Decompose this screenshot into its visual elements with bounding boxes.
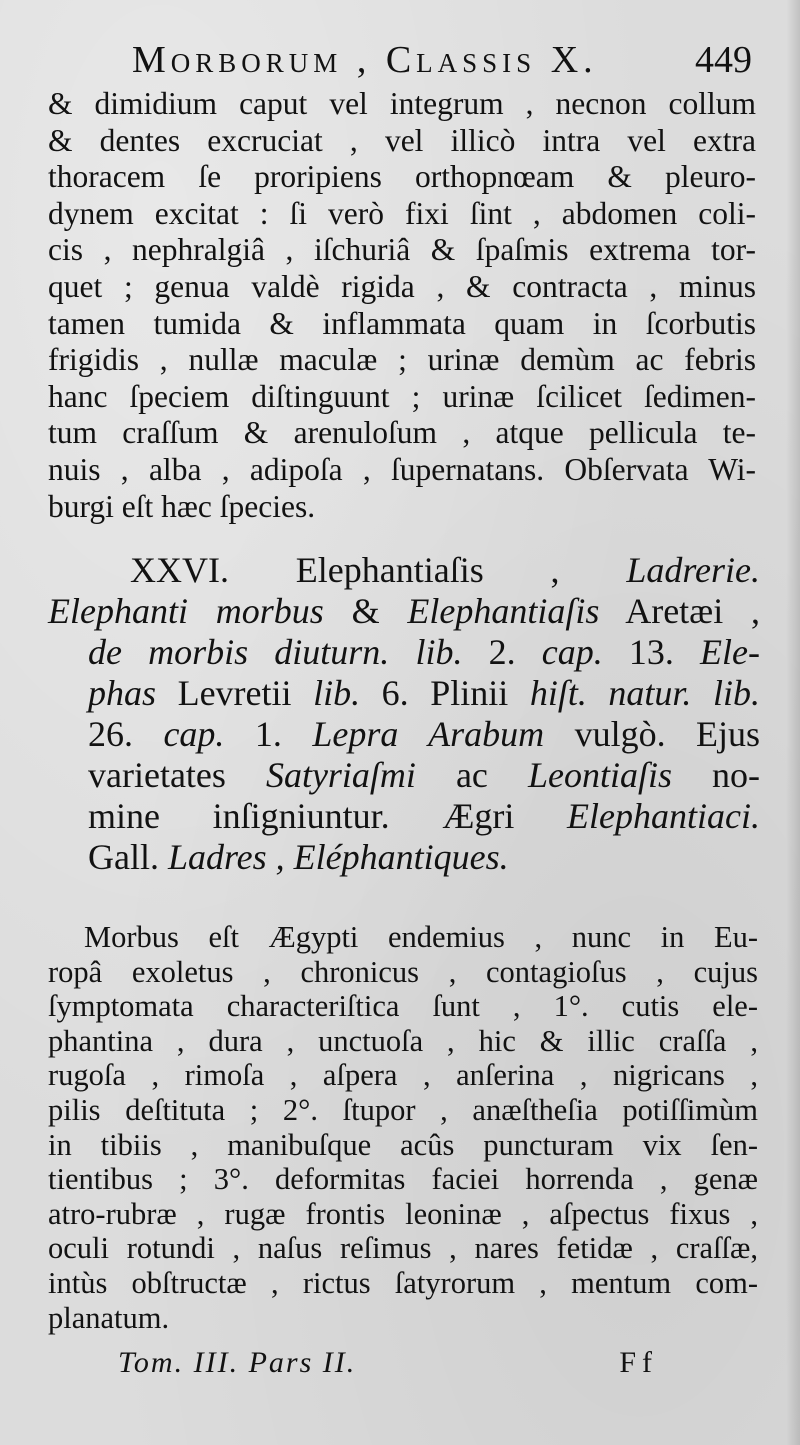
signature-mark: Ff	[619, 1346, 658, 1379]
italic-segment: Lepra Arabum	[312, 714, 545, 754]
roman-segment: Aretæi ,	[599, 591, 760, 631]
italic-segment: Ele-	[700, 632, 761, 672]
italic-segment: Elephanti morbus	[48, 591, 324, 631]
text-line: in tibiis , manibuſque acûs puncturam vix ſen-	[48, 1127, 758, 1162]
text-line: nuis , alba , adipoſa , ſupernatans. Obſervata Wi-	[48, 451, 756, 487]
running-header	[132, 38, 752, 88]
text-line: oculi rotundi , naſus reſimus , nares fetidæ , craſſæ,	[48, 1231, 758, 1266]
italic-segment: phas	[88, 673, 157, 713]
italic-segment: Ladres , Eléphantiques.	[167, 837, 509, 877]
roman-segment: Gall.	[88, 837, 168, 877]
roman-segment: mine inſigniuntur. Ægri	[88, 796, 568, 836]
volume-marker: Tom. III. Pars II.	[118, 1346, 357, 1379]
italic-segment: Satyriaſmi	[265, 755, 416, 795]
italic-segment: Elephantiaci.	[567, 796, 760, 836]
text-line: cis , nephralgiâ , iſchuriâ & ſpaſmis extrema tor-	[48, 232, 756, 268]
italic-segment: Elephantiaſis	[407, 591, 600, 631]
text-line: thoracem ſe proripiens orthopnœam & pleuro-	[48, 159, 756, 195]
text-line: atro-rubræ , rugæ frontis leoninæ , aſpectus fixus ,	[48, 1196, 758, 1231]
species-heading	[48, 550, 760, 878]
roman-segment: &	[323, 591, 408, 631]
heading-line	[48, 591, 760, 632]
heading-line	[48, 755, 760, 796]
text-line: Morbus eſt Ægypti endemius , nunc in Eu-	[84, 920, 758, 954]
heading-line	[48, 714, 760, 755]
text-line: phantina , dura , unctuoſa , hic & illic craſſa ,	[48, 1023, 758, 1058]
roman-segment: Levretii	[156, 673, 314, 713]
text-line: rugoſa , rimoſa , aſpera , anſerina , nigricans ,	[48, 1058, 758, 1093]
species-title-line	[48, 550, 760, 591]
page-footer	[118, 1346, 658, 1386]
species-number: XXVI.	[130, 550, 229, 590]
heading-line	[48, 632, 760, 673]
text-line: pilis deſtituta ; 2°. ſtupor , anæſtheſia potiſſimùm	[48, 1092, 758, 1127]
text-line: dynem excitat : ſi verò fixi ſint , abdomen coli-	[48, 195, 756, 231]
roman-segment: no-	[671, 755, 760, 795]
roman-segment: 2.	[462, 632, 542, 672]
text-line: & dimidium caput vel integrum , necnon collum	[48, 86, 756, 121]
paragraph-continuation	[48, 86, 756, 525]
italic-segment: hiſt. natur. lib.	[529, 673, 761, 713]
text-line: planatum.	[48, 1300, 170, 1335]
text-line: intùs obſtructæ , rictus ſatyrorum , mentum com-	[48, 1265, 758, 1300]
paragraph-description	[48, 920, 758, 1335]
running-title: Morborum , Classis X.	[132, 39, 598, 81]
text-line: & dentes excruciat , vel illicò intra vel extra	[48, 122, 756, 158]
roman-segment: vulgò. Ejus	[544, 714, 761, 754]
heading-line	[48, 796, 760, 837]
italic-segment: Leontiaſis	[527, 755, 672, 795]
text-line: tum craſſum & arenuloſum , atque pellicula te-	[48, 415, 756, 451]
text-line: ropâ exoletus , chronicus , contagioſus , cujus	[48, 954, 758, 989]
roman-segment: varietates	[88, 755, 266, 795]
roman-segment: 26.	[88, 714, 164, 754]
italic-segment: cap.	[163, 714, 225, 754]
roman-segment: 1.	[224, 714, 313, 754]
species-french-name: Ladrerie.	[626, 550, 760, 590]
heading-line	[48, 673, 760, 714]
heading-line	[48, 837, 760, 878]
text-line: tientibus ; 3°. deformitas faciei horrenda , genæ	[48, 1162, 758, 1197]
text-line: hanc ſpeciem diſtinguunt ; urinæ ſcilicet ſedimen-	[48, 378, 756, 414]
italic-segment: lib.	[313, 673, 361, 713]
text-line: burgi eſt hæc ſpecies.	[48, 488, 316, 524]
page-number: 449	[695, 39, 752, 81]
text-line: tamen tumida & inflammata quam in ſcorbutis	[48, 305, 756, 341]
text-line: frigidis , nullæ maculæ ; urinæ demùm ac febris	[48, 342, 756, 378]
roman-segment: ac	[415, 755, 528, 795]
text-line: quet ; genua valdè rigida , & contracta , minus	[48, 268, 756, 304]
text-line: ſymptomata characteriſtica ſunt , 1°. cutis ele-	[48, 989, 758, 1024]
roman-segment: 6. Plinii	[360, 673, 530, 713]
italic-segment: cap.	[541, 632, 603, 672]
roman-segment: 13.	[602, 632, 701, 672]
species-name: Elephantiaſis ,	[295, 550, 560, 590]
italic-segment: de morbis diuturn. lib.	[88, 632, 463, 672]
